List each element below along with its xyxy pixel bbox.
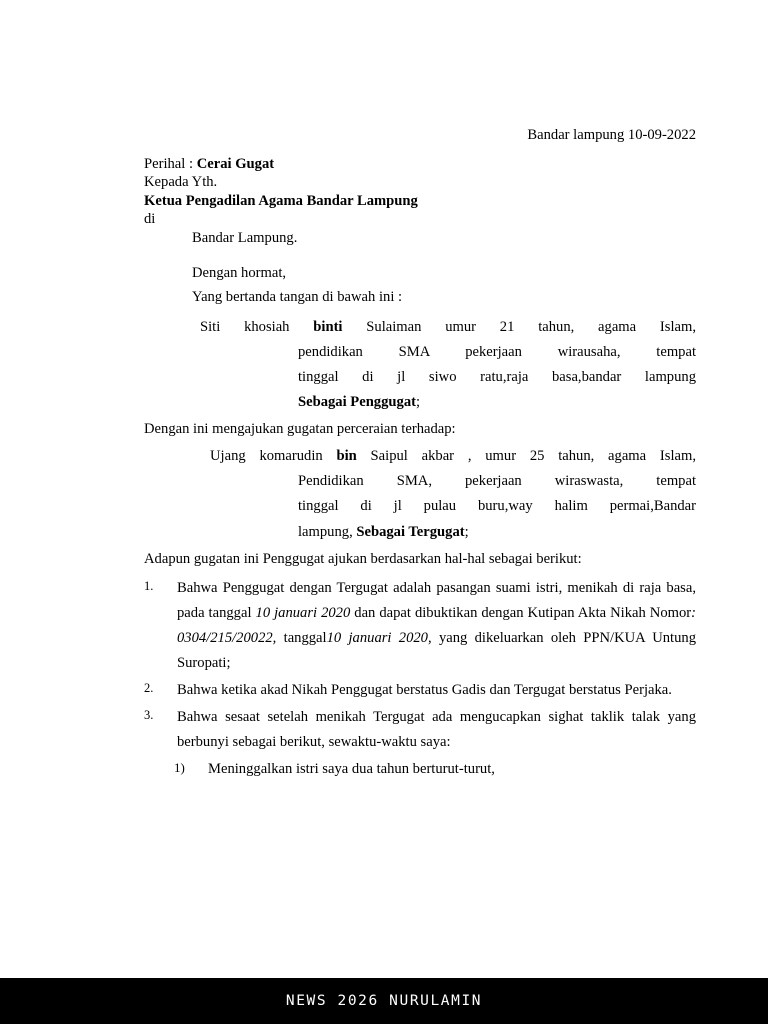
defendant-role-suffix: ;	[464, 523, 469, 540]
defendant-name-part2: Saipul akbar , umur 25 tahun, agama Islam,	[356, 448, 696, 465]
basis-intro: Adapun gugatan ini Penggugat ajukan berdasarkan hal-hal sebagai berikut:	[144, 550, 582, 567]
subject-value: Cerai Gugat	[196, 155, 275, 172]
document-body	[144, 128, 696, 782]
salutation: Dengan hormat,	[192, 264, 287, 281]
list-marker: 3.	[144, 708, 154, 723]
defendant-bin-word: bin	[336, 448, 357, 465]
claim-text-segment: Bahwa ketika akad Nikah Penggugat berstatus Gadis dan Tergugat berstatus Perjaka.	[177, 682, 672, 699]
defendant-role-line	[298, 520, 696, 545]
list-marker: 2.	[144, 681, 154, 696]
undersigned-line: Yang bertanda tangan di bawah ini :	[192, 289, 403, 306]
addressee-name: Ketua Pengadilan Agama Bandar Lampung	[144, 192, 418, 209]
claim-text-segment: Bahwa sesaat setelah menikah Tergugat ada mengucapkan sighat taklik talak yang berbunyi sebagai berikut, sewaktu-waktu saya:	[177, 709, 696, 751]
spacer	[144, 250, 696, 266]
defendant-line-1	[200, 444, 696, 469]
addressee-line: Kepada Yth.	[144, 174, 218, 191]
claim-text-segment: dan dapat dibuktikan dengan Kutipan Akta Nikah Nomor	[350, 604, 692, 621]
footer-text: NEWS 2026 NURULAMIN	[285, 993, 483, 1009]
claim-text-segment: 10 januari 2020	[255, 604, 351, 621]
defendant-line4-prefix: lampung,	[298, 523, 357, 540]
defendant-line-2: Pendidikan SMA, pekerjaan wiraswasta, tempat	[298, 473, 696, 490]
subject-line	[144, 157, 696, 172]
plaintiff-block	[200, 315, 696, 415]
plaintiff-name-part1: Siti khosiah	[200, 318, 314, 335]
plaintiff-line-3: tinggal di jl siwo ratu,raja basa,bandar lampung	[298, 368, 696, 385]
claim-list-item	[144, 705, 696, 755]
plaintiff-role-label: Sebagai Penggugat	[298, 394, 416, 411]
defendant-block	[200, 444, 696, 544]
defendant-name-part1: Ujang komarudin	[210, 448, 337, 465]
claim-list-item	[144, 678, 696, 703]
at-place: Bandar Lampung.	[192, 229, 298, 246]
claim-text-segment: : 0304/215/20022,	[177, 604, 696, 646]
claim-list	[144, 576, 696, 756]
claim-text-segment: tanggal	[276, 629, 327, 646]
taklik-text: Meninggalkan istri saya dua tahun berturut-turut,	[208, 761, 495, 778]
plaintiff-line-2: pendidikan SMA pekerjaan wirausaha, tempat	[298, 343, 696, 360]
defendant-role-label: Sebagai Tergugat	[356, 523, 465, 540]
plaintiff-bin-word: binti	[313, 318, 343, 335]
claim-list-item	[144, 576, 696, 676]
footer-watermark	[0, 978, 768, 1024]
plaintiff-line-1	[200, 315, 696, 340]
claim-text-segment: Bahwa Penggugat dengan Tergugat adalah pasangan suami istri, menikah di raja basa, pada tanggal	[177, 579, 696, 621]
plaintiff-name-part2: Sulaiman umur 21 tahun, agama Islam,	[342, 318, 697, 335]
plaintiff-role-line	[298, 390, 696, 415]
at-label: di	[144, 211, 156, 228]
claim-text-segment: 10 januari 2020	[326, 629, 428, 646]
taklik-sublist	[144, 757, 696, 782]
defendant-line-3: tinggal di jl pulau buru,way halim permai,Bandar	[298, 498, 696, 515]
subject-label: Perihal :	[144, 155, 197, 172]
taklik-list-item	[174, 757, 696, 782]
date-line: Bandar lampung 10-09-2022	[527, 127, 696, 143]
claim-text-segment: , yang dikeluarkan oleh PPN/KUA Untung Suropati;	[177, 629, 696, 671]
list-marker: 1.	[144, 578, 154, 593]
plaintiff-role-suffix: ;	[415, 394, 421, 411]
claim-intro: Dengan ini mengajukan gugatan perceraian terhadap:	[144, 421, 456, 438]
sublist-marker: 1)	[174, 760, 185, 776]
